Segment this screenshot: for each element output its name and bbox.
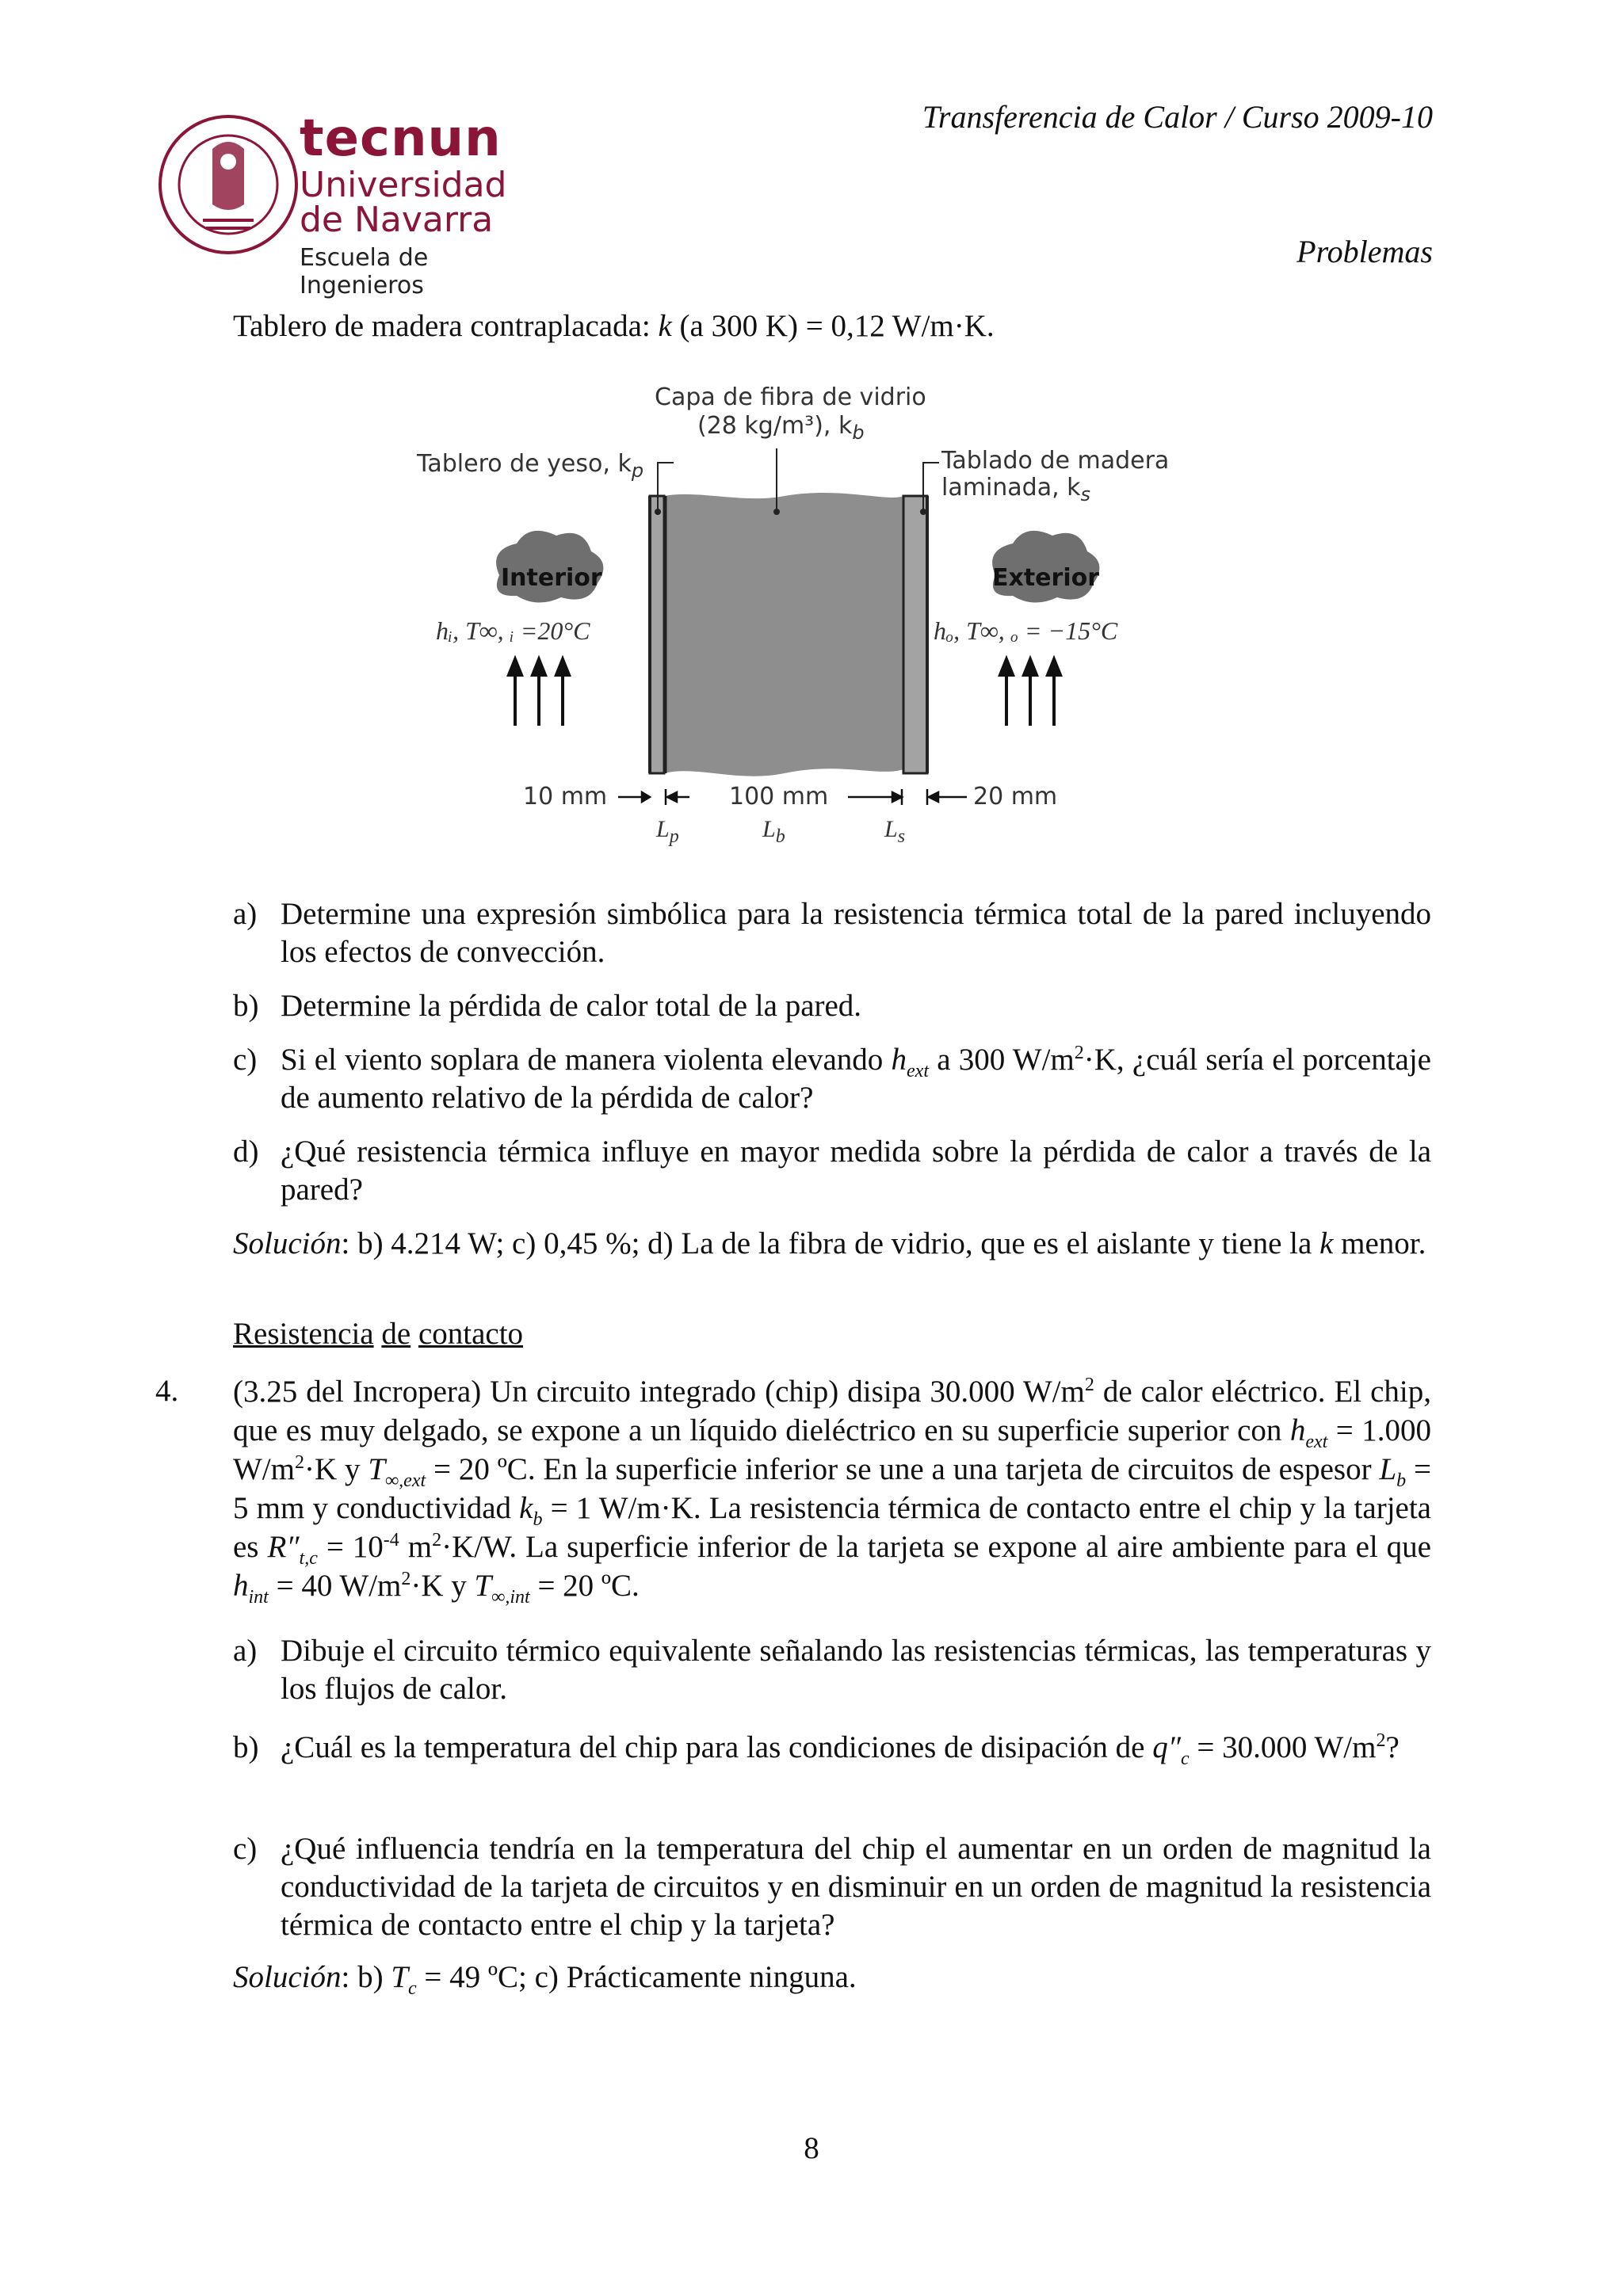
interior-conditions: hᵢ, T∞, ᵢ =20°C [436,616,590,645]
section-title-header: Problemas [1296,234,1433,269]
gypsum-board [650,496,664,773]
logo-school: Escuela de Ingenieros [300,244,429,299]
p4-solution: Solución: b) $T_c = 49$ ºC; c) Prácticamente ninguna. [233,1960,857,1999]
p4-item-b: b) ¿Cuál es la temperatura del chip para las condiciones de disipación de $q''_c = 30.000$ $W/m^2$? [233,1730,1400,1769]
fiberglass-label-2: (28 kg/m³), $k_b$ [697,412,865,444]
exterior-conditions: hₒ, T∞, ₒ = −15°C [934,616,1118,645]
gypsum-label: Tablero de yeso, $k_p$ [417,450,644,482]
section-contact-resistance: Resistencia de contacto [233,1317,524,1351]
p4-number: 4. [155,1374,179,1408]
exterior-flow-arrows [1000,659,1060,726]
p4-item-c: c) ¿Qué influencia tendría en la temperatura del chip el aumentar en un orden de magnitud la conductividad de la tarjeta de circuitos y en disminuir en un orden de magnitud la resistencia térmica de contacto entre el chip y la tarjeta? [233,1832,1431,1942]
dim-lb: 100 mm [729,783,829,810]
wood-label-2: laminada, $k_s$ [941,474,1091,505]
fiberglass-label-1: Capa de fibra de vidrio [655,383,926,411]
page-number: 8 [804,2131,819,2165]
label-lb: $L_b$ [762,816,785,847]
p3-item-b: b) Determine la pérdida de calor total de la pared. [233,989,862,1023]
label-lp: $L_p$ [656,816,679,847]
university-seal-icon [157,93,300,276]
logo-navarra: de Navarra [300,200,494,240]
exterior-label: Exterior [992,564,1100,592]
fiberglass-layer [664,493,903,776]
p4-item-a: a) Dibuje el circuito térmico equivalente señalando las resistencias térmicas, las temperaturas y los flujos de calor. [233,1634,1431,1706]
p3-item-d: d) ¿Qué resistencia térmica influye en mayor medida sobre la pérdida de calor a través de la pared? [233,1135,1431,1207]
course-title: Transferencia de Calor / Curso 2009-10 [922,99,1433,135]
p3-solution: Solución: b) 4.214 W; c) 0,45 %; d) La de la fibra de vidrio, que es el aislante y tiene la k menor. [233,1226,1426,1261]
plywood-board [903,496,927,773]
logo-brand: tecnun [300,109,502,168]
dim-lp: 10 mm [523,783,608,810]
label-ls: $L_s$ [884,816,906,847]
p3-item-c: c) Si el viento soplara de manera violenta elevando $h_{ext}$ a 300 $W/m^2\cdot K$, ¿cuál sería el porcentaje de aumento relativo de la pérdida de calor? [233,1043,1431,1115]
interior-label: Interior [501,564,602,592]
intro-line: Tablero de madera contraplacada: k (a 300 K) = 0,12 W/m·K. [233,309,995,343]
logo-university: Universidad [300,165,507,205]
p4-statement: (3.25 del Incropera) Un circuito integrado (chip) disipa 30.000 $W/m^2$ de calor eléctrico. El chip, que es muy delgado, se expone a un líquido dieléctrico en su superficie superior con $h_{ext} = 1.000$ $W/m^2\cdot K$ y $T_{\infty,ext} = 20$ ºC. En la superficie inferior se une a una tarjeta de circuitos de espesor $L_b = 5$ mm y conductividad $k_b = 1$ W/m·K. La resistencia térmica de contacto entre el chip y la tarjeta es $R''_{t,c} = 10^{-4}$ $m^2\cdot K/W$. La superficie inferior de la tarjeta se expone al aire ambiente para el que $h_{int} = 40$ $W/m^2\cdot K$ y $T_{\infty,int} = 20$ ºC. [233,1375,1432,1608]
dim-ls: 20 mm [973,783,1058,810]
university-logo [157,93,537,299]
p3-item-a: a) Determine una expresión simbólica para la resistencia térmica total de la pared incluyendo los efectos de convección. [233,897,1431,969]
interior-flow-arrows [509,659,569,726]
wall-diagram [412,377,1173,868]
wood-label-1: Tablado de madera [941,447,1170,475]
